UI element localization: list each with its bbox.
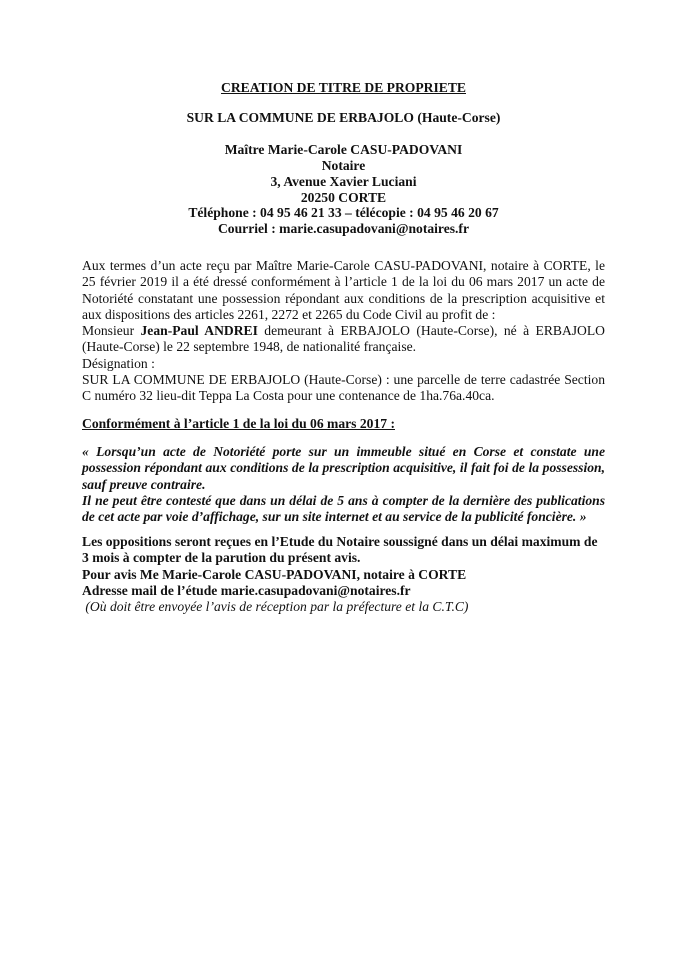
notary-city: 20250 CORTE [300, 189, 387, 205]
act-body [82, 258, 605, 405]
notary-role: Notaire [321, 158, 366, 173]
reception-note: (Où doit être envoyée l’avis de réception par la préfecture et la C.T.C) [82, 599, 469, 615]
beneficiary-name: Jean-Paul ANDREI [140, 323, 258, 339]
law-quote-1: « Lorsqu’un acte de Notoriété porte sur un immeuble situé en Corse et constate une possession répondant aux conditions de la prescription acquisitive, il fait foi de la possession, sauf preuve contraire. [82, 444, 605, 492]
act-paragraph: Aux termes d’un acte reçu par Maître Marie-Carole CASU-PADOVANI, notaire à CORTE, le 25 février 2019 il a été dressé conformément à l’article 1 de la loi du 06 mars 2017 un acte de Notoriété constatant une possession répondant aux conditions de la prescription acquisitive et aux dispositions des articles 2261, 2272 et 2265 du Code Civil au profit de : [82, 258, 605, 322]
footer-block [82, 534, 605, 615]
beneficiary-details: demeurant à ERBAJOLO (Haute-Corse), né à ERBAJOLO (Haute-Corse) le 22 septembre 1948, de nationalité française. [82, 323, 605, 355]
designation-text: SUR LA COMMUNE DE ERBAJOLO (Haute-Corse) : une parcelle de terre cadastrée Section C numéro 32 lieu-dit Teppa La Costa pour une contenance de 1ha.76a.40ca. [82, 372, 605, 404]
notary-name: Maître Marie-Carole CASU-PADOVANI [224, 142, 463, 157]
notary-email: Courriel : marie.casupadovani@notaires.fr [217, 221, 469, 236]
commune-heading: SUR LA COMMUNE DE ERBAJOLO (Haute-Corse) [186, 110, 501, 125]
law-quote-2: Il ne peut être contesté que dans un délai de 5 ans à compter de la dernière des publications de cet acte par voie d’affichage, sur un site internet et au service de la publicité foncière. » [82, 492, 605, 525]
notary-phone: Téléphone : 04 95 46 21 33 – télécopie : 04 95 46 20 67 [188, 205, 499, 220]
law-heading: Conformément à l’article 1 de la loi du 06 mars 2017 : [82, 416, 395, 431]
designation-label: Désignation : [82, 355, 155, 371]
office-email: Adresse mail de l’étude marie.casupadovani@notaires.fr [82, 582, 411, 598]
oppositions-text: Les oppositions seront reçues en l’Etude du Notaire soussigné dans un délai maximum de 3 mois à compter de la parution du présent avis. [82, 534, 598, 566]
notary-address: 3, Avenue Xavier Luciani [270, 174, 417, 189]
beneficiary-paragraph [82, 323, 605, 356]
document-title: CREATION DE TITRE DE PROPRIETE [221, 80, 466, 95]
law-quote [82, 444, 605, 525]
pour-avis: Pour avis Me Marie-Carole CASU-PADOVANI, notaire à CORTE [82, 566, 467, 582]
beneficiary-prefix: Monsieur [82, 323, 141, 339]
